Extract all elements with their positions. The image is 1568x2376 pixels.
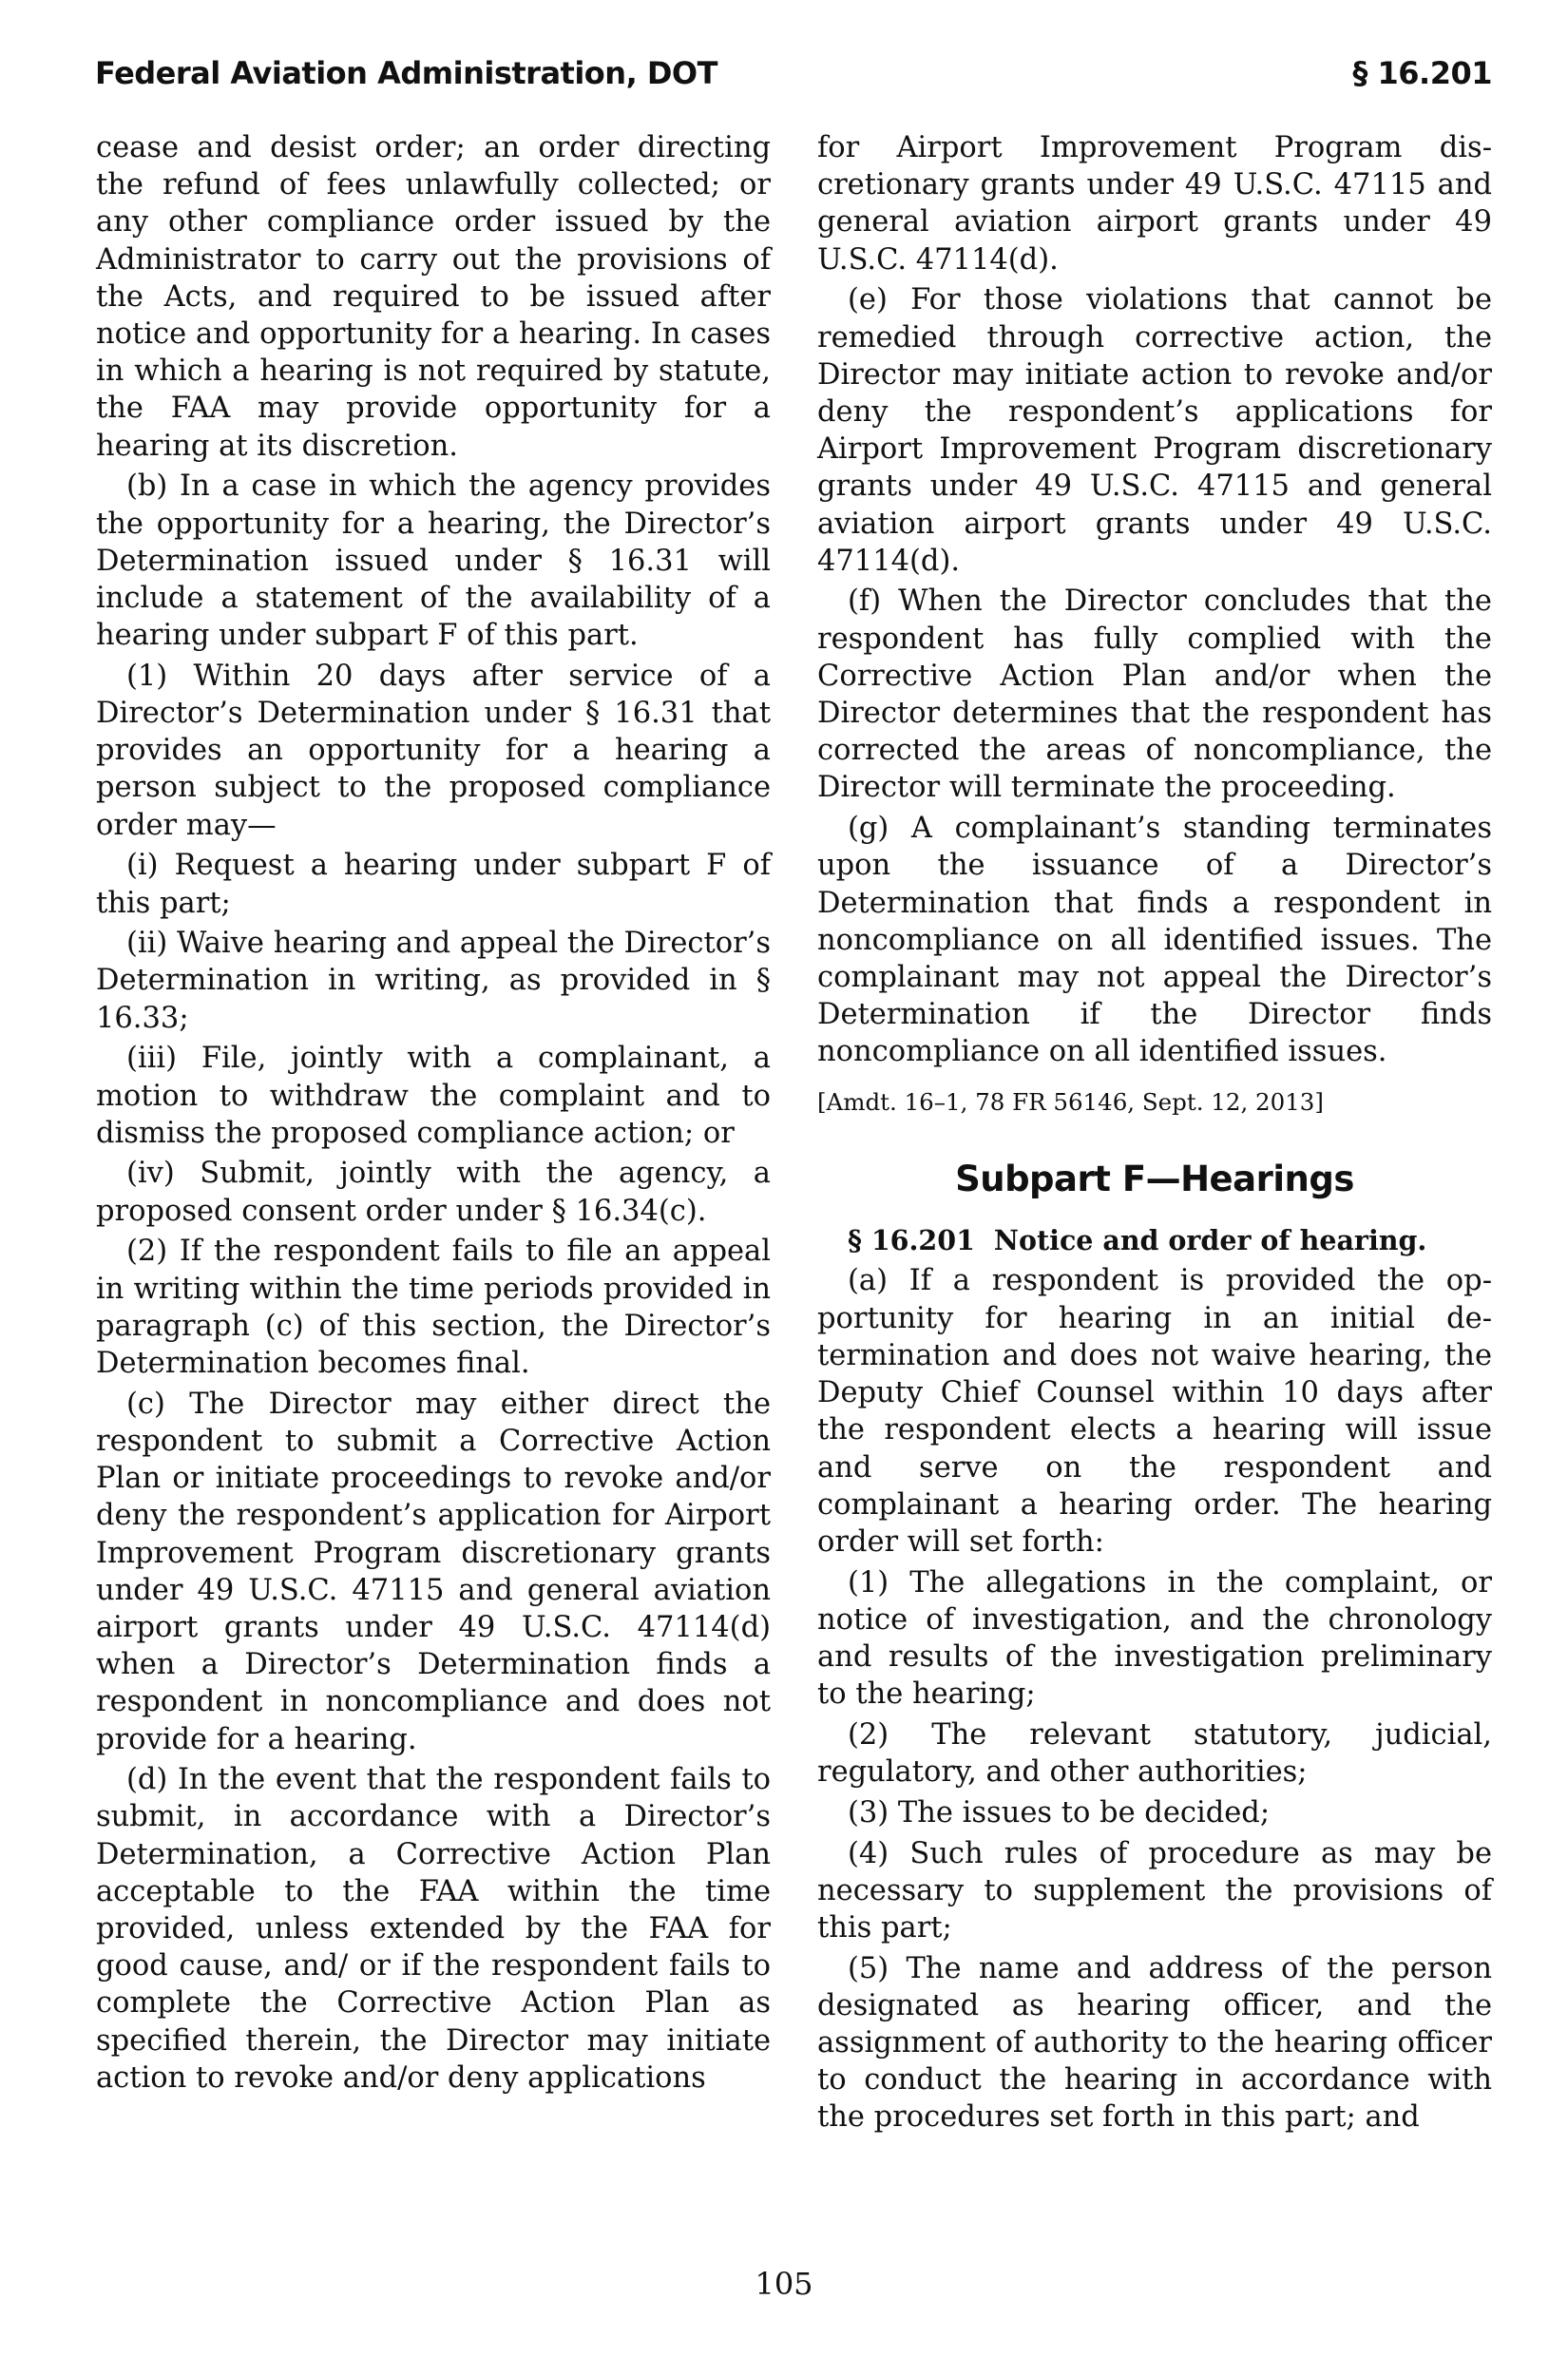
- paragraph: (4) Such rules of procedure as may be necessary to supplement the provisions of this part;: [817, 1836, 1492, 1945]
- paragraph: (a) If a respondent is provided the opportunity for hearing in an initial determination and does not waive hearing, the Deputy Chief Counsel within 10 days after the respondent elects a hearing will issue and serve on the respondent and complainant a hearing order. The hearing order will set forth:: [817, 1264, 1492, 1559]
- paragraph: (f) When the Director concludes that the respondent has fully complied with the Corrective Action Plan and/or when the Director determines that the respondent has corrected the areas of noncompliance, the Director will terminate the proceeding.: [817, 584, 1492, 805]
- paragraph: (g) A complainant’s standing terminates upon the issuance of a Director’s Determination that finds a respondent in noncompliance on all identified issues. The complainant may not appeal the Director’s Determination if the Director finds noncompliance on all identified issues.: [817, 812, 1492, 1069]
- section-heading: [817, 1222, 1492, 1259]
- paragraph: for Airport Improvement Program discretionary grants under 49 U.S.C. 47115 and general aviation airport grants under 49 U.S.C. 47114(d).: [817, 131, 1492, 277]
- paragraph: (b) In a case in which the agency provides the opportunity for a hearing, the Director’s Determination issued under § 16.31 will include a statement of the availability of a hearing under subpart F of this part.: [96, 469, 771, 653]
- paragraph: cease and desist order; an order directing the refund of fees unlawfully collected; or any other compliance order issued by the Administrator to carry out the provisions of the Acts, and required to be issued after notice and opportunity for a hearing. In cases in which a hearing is not required by statute, the FAA may provide opportunity for a hearing at its discretion.: [96, 131, 771, 463]
- paragraph: (ii) Waive hearing and appeal the Director’s Determination in writing, as provided in § 16.33;: [96, 927, 771, 1035]
- paragraph: (1) The allegations in the complaint, or notice of investigation, and the chronology and results of the investigation preliminary to the hearing;: [817, 1565, 1492, 1712]
- paragraph: (c) The Director may either direct the respondent to submit a Corrective Action Plan or initiate proceedings to revoke and/or deny the respondent’s application for Airport Improvement Program discretionary grants under 49 U.S.C. 47115 and general aviation airport grants under 49 U.S.C. 47114(d) when a Director’s Determination finds a respondent in noncompliance and does not provide for a hearing.: [96, 1387, 771, 1756]
- source-note: [Amdt. 16–1, 78 FR 56146, Sept. 12, 2013]: [817, 1087, 1324, 1116]
- paragraph: (iii) File, jointly with a complainant, a motion to withdraw the complaint and to dismiss the proposed compliance action; or: [96, 1042, 771, 1150]
- left-column: [96, 129, 771, 2100]
- page-number: 105: [755, 2266, 813, 2302]
- paragraph: (2) The relevant statutory, judicial, regulatory, and other authorities;: [817, 1717, 1492, 1790]
- paragraph: (d) In the event that the respondent fails to submit, in accordance with a Director’s Determination, a Corrective Action Plan acceptable to the FAA within the time provided, unless extended by the FAA for good cause, and/ or if the respondent fails to complete the Corrective Action Plan as specified therein, the Director may initiate action to revoke and/or deny applications: [96, 1763, 771, 2095]
- section-number: § 16.201: [848, 1223, 975, 1256]
- paragraph: (5) The name and address of the person designated as hearing officer, and the assignment of authority to the hearing officer to conduct the hearing in accordance with the procedures set forth in this part; and: [817, 1951, 1492, 2135]
- paragraph: (i) Request a hearing under subpart F of this part;: [96, 849, 771, 920]
- paragraph: (3) The issues to be decided;: [848, 1795, 1271, 1830]
- paragraph: (2) If the respondent fails to file an appeal in writing within the time periods provided in paragraph (c) of this section, the Director’s Determination becomes final.: [96, 1235, 771, 1380]
- paragraph: (iv) Submit, jointly with the agency, a proposed consent order under § 16.34(c).: [96, 1157, 771, 1228]
- paragraph: (e) For those violations that cannot be remedied through corrective action, the Director may initiate action to revoke and/or deny the respondent’s applications for Airport Improvement Program discretionary grants under 49 U.S.C. 47115 and general aviation airport grants under 49 U.S.C. 47114(d).: [817, 283, 1492, 578]
- section-title: Notice and order of hearing.: [993, 1223, 1427, 1256]
- subpart-title: Subpart F—Hearings: [955, 1158, 1354, 1199]
- right-column: [817, 129, 1492, 2139]
- running-header: [95, 55, 1492, 91]
- paragraph: (1) Within 20 days after service of a Director’s Determination under § 16.31 that provides an opportunity for a hearing a person subject to the proposed compliance order may—: [96, 659, 771, 842]
- header-agency: Federal Aviation Administration, DOT: [95, 55, 717, 91]
- header-section-ref: § 16.201: [1352, 55, 1492, 91]
